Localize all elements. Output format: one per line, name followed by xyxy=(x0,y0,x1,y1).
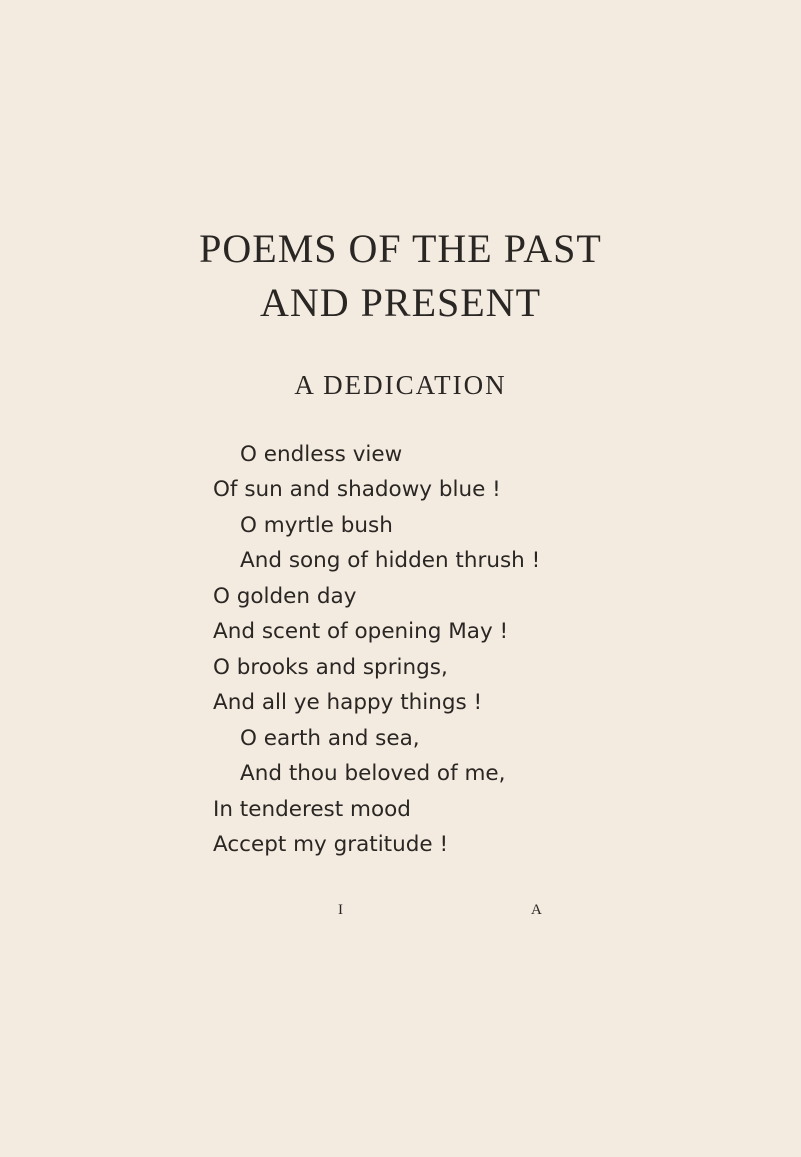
poem-line: Of sun and shadowy blue ! xyxy=(213,477,501,502)
poem-line: And scent of opening May ! xyxy=(213,619,509,644)
poem-line: O brooks and springs, xyxy=(213,655,448,680)
title-line-2: AND PRESENT xyxy=(259,280,542,325)
title-line-1: POEMS OF THE PAST xyxy=(199,226,602,271)
poem-line: In tenderest mood xyxy=(213,797,411,822)
section-heading: A DEDICATION xyxy=(294,370,507,400)
poem-line: O endless view xyxy=(240,442,403,467)
poem-line: O earth and sea, xyxy=(240,726,420,751)
poem-line: O golden day xyxy=(213,584,357,609)
poem-line: Accept my gratitude ! xyxy=(213,832,449,857)
page-number: I xyxy=(338,902,343,918)
poem-line: And thou beloved of me, xyxy=(240,761,506,786)
poem-line: And song of hidden thrush ! xyxy=(240,548,541,573)
poem-line: O myrtle bush xyxy=(240,513,393,538)
poem-line: And all ye happy things ! xyxy=(213,690,483,715)
signature-mark: A xyxy=(531,902,542,918)
